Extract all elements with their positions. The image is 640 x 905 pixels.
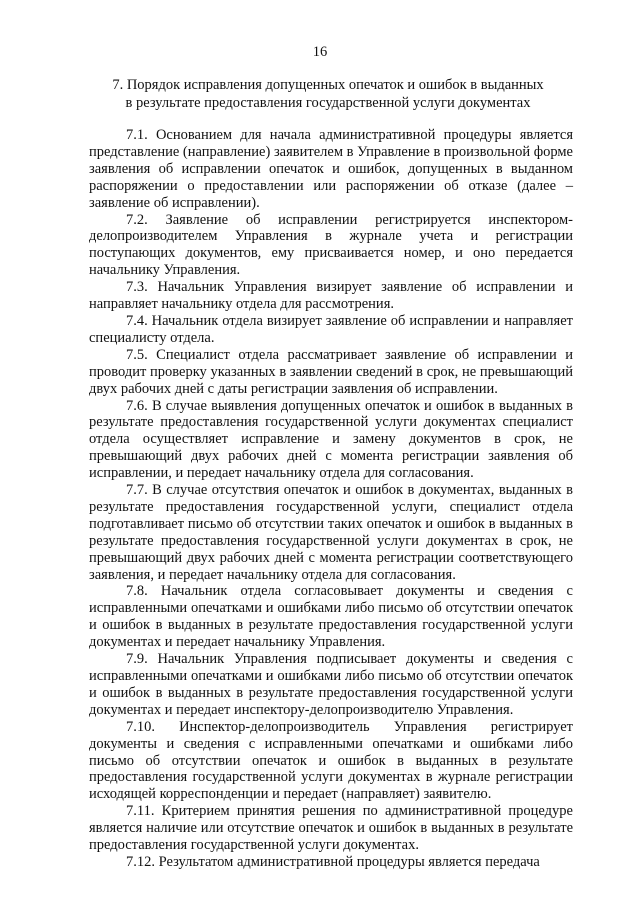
paragraph-7-2: 7.2. Заявление об исправлении регистрируется инспектором-делопроизводителем Управления в журнале учета и регистрации поступающих документов, ему присваивается номер, и оно передается начальнику Управления. [89,211,573,279]
paragraph-7-1: 7.1. Основанием для начала административной процедуры является представление (направление) заявителем в Управление в произвольной форме заявления об исправлении опечаток и ошибок, допущенных в выданном распоряжении о предоставлении или распоряжении об отказе (далее – заявление об исправлении). [89,127,573,211]
section-title-line-1: 7. Порядок исправления допущенных опечаток и ошибок в выданных [112,77,544,93]
paragraph-7-8: 7.8. Начальник отдела согласовывает документы и сведения с исправленными опечатками и ошибками либо письмо об отсутствии опечаток и ошибок в выданных в результате предоставления государственной услуги документах и передает начальнику Управления. [89,583,573,651]
paragraph-7-7: 7.7. В случае отсутствия опечаток и ошибок в документах, выданных в результате предоставления государственной услуги, специалист отдела подготавливает письмо об отсутствии таких опечаток и ошибок в выданных в результате предоставления государственной услуги документах в срок, не превышающий двух рабочих дней с момента регистрации соответствующего заявления, и передает начальнику отдела для согласования. [89,482,573,583]
paragraph-7-12: 7.12. Результатом административной процедуры является передача [126,853,540,870]
document-body [89,127,573,871]
paragraph-7-4: 7.4. Начальник отдела визирует заявление об исправлении и направляет специалисту отдела. [89,312,573,346]
paragraph-7-3: 7.3. Начальник Управления визирует заявление об исправлении и направляет начальнику отдела для рассмотрения. [89,279,573,313]
page-number: 16 [312,44,328,60]
section-title [84,76,572,112]
paragraph-7-6: 7.6. В случае выявления допущенных опечаток и ошибок в выданных в результате предоставления государственной услуги документах специалист отдела осуществляет исправление и замену документов в срок, не превышающий двух рабочих дней с момента регистрации заявления об исправлении, и передает начальнику отдела для согласования. [89,397,573,482]
paragraph-7-5: 7.5. Специалист отдела рассматривает заявление об исправлении и проводит проверку указанных в заявлении сведений в срок, не превышающий двух рабочих дней с даты регистрации заявления об исправлении. [89,346,573,397]
paragraph-7-10: 7.10. Инспектор-делопроизводитель Управления регистрирует документы и сведения с исправленными опечатками и ошибками либо письмо об отсутствии опечаток и ошибок в выданных в результате предоставления государственной услуги документах в журнале регистрации исходящей корреспонденции и передает (направляет) заявителю. [89,718,573,803]
paragraph-7-11: 7.11. Критерием принятия решения по административной процедуре является наличие или отсутствие опечаток и ошибок в выданных в результате предоставления государственной услуги документах. [89,803,573,854]
section-title-line-2: в результате предоставления государственной услуги документах [125,95,531,111]
paragraph-7-9: 7.9. Начальник Управления подписывает документы и сведения с исправленными опечатками и ошибками либо письмо об отсутствии опечаток и ошибок в выданных в результате предоставления государственной услуги документах и передает инспектору-делопроизводителю Управления. [89,651,573,718]
